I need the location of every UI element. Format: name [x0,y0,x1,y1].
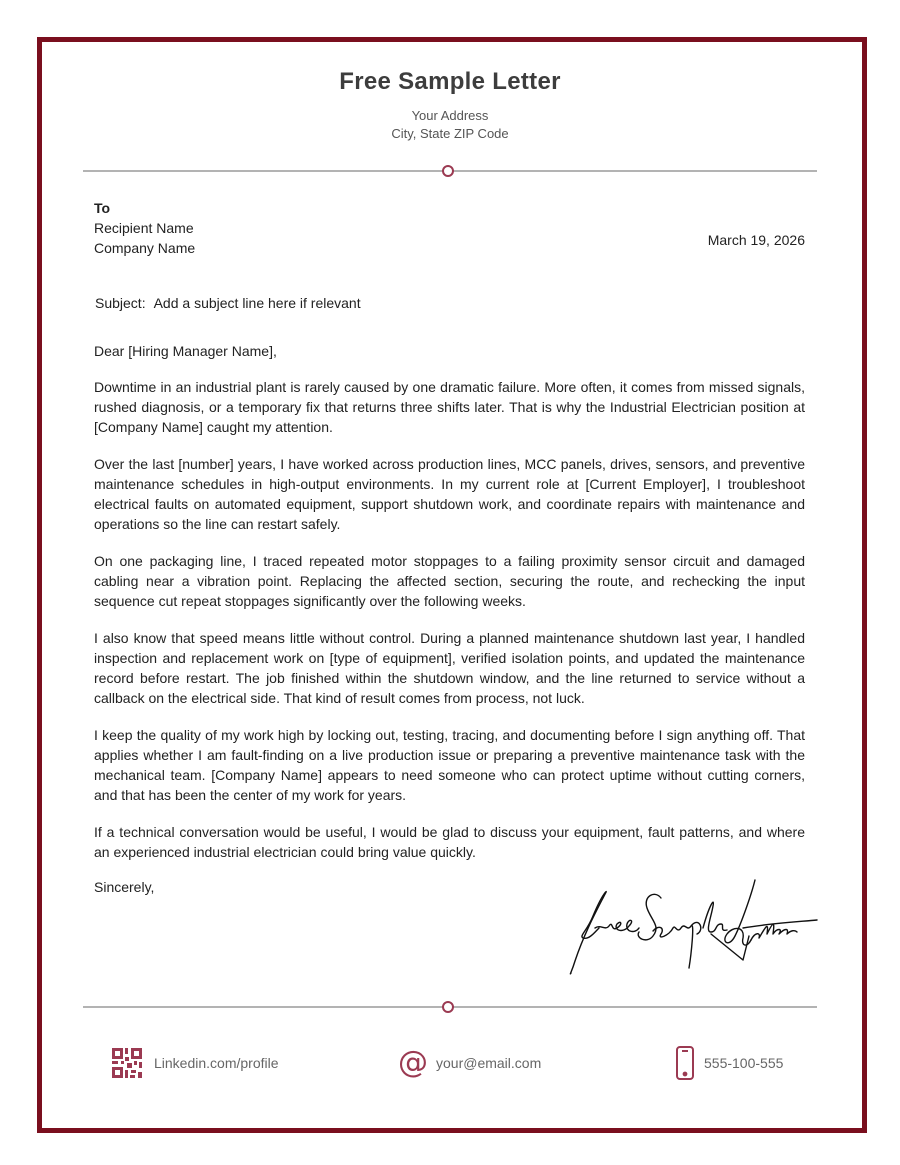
body-paragraph: If a technical conversation would be useful, I would be glad to discuss your equipment, fault patterns, and where an experienced industrial electrician could bring value quickly. [94,824,805,860]
footer-divider-dot [442,1001,454,1013]
recipient-block [94,198,195,258]
email-contact[interactable] [400,1046,541,1080]
body-paragraph: I keep the quality of my work high by locking out, testing, tracing, and documenting before I sign anything off. That applies whether I am fault-finding on a live production issue or preparing a preventive maintenance task with the mechanical team. [Company Name] appears to need someone who can protect uptime without cutting corners, and that has been the center of my work for years. [94,727,805,803]
body-paragraph: On one packaging line, I traced repeated motor stoppages to a failing proximity sensor circuit and damaged cabling near a vibration point. Replacing the affected section, securing the route, and rechecking the input sequence cut repeat stoppages significantly over the following weeks. [94,553,805,609]
phone-number[interactable]: 555-100-555 [704,1055,784,1071]
at-sign-icon: @ [398,1045,428,1080]
subject-line [95,295,361,311]
phone-contact[interactable] [674,1046,783,1080]
subject-text: Add a subject line here if relevant [153,295,361,311]
linkedin-contact[interactable] [110,1046,279,1080]
linkedin-url[interactable]: Linkedin.com/profile [154,1055,279,1071]
qr-code-icon [110,1046,144,1080]
closing: Sincerely, [94,879,155,895]
letter-body [94,341,805,879]
sender-address: Your Address [411,108,489,123]
to-label: To [94,200,111,216]
subject-label: Subject: [95,295,146,311]
sender-city-state-zip: City, State ZIP Code [391,126,509,141]
letter-date: March 19, 2026 [707,232,805,248]
recipient-company: Company Name [94,240,196,256]
letter-title: Free Sample Letter [339,68,561,95]
greeting: Dear [Hiring Manager Name], [94,343,277,359]
handwritten-signature [565,876,820,981]
mobile-phone-icon [674,1046,696,1080]
body-paragraph: Downtime in an industrial plant is rarely caused by one dramatic failure. More often, it comes from missed signals, rushed diagnosis, or a temporary fix that returns three shifts later. That is why the Industrial Electrician position at [Company Name] caught my attention. [94,379,805,435]
body-paragraph: Over the last [number] years, I have worked across production lines, MCC panels, drives, sensors, and preventive maintenance schedules in high-output environments. In my current role at [Current Employer], I troubleshoot electrical faults on automated equipment, support shutdown work, and coordinate repairs with maintenance and operations so the line can restart safely. [94,456,805,532]
email-address[interactable]: your@email.com [436,1055,542,1071]
body-paragraph: I also know that speed means little without control. During a planned maintenance shutdown last year, I handled inspection and replacement work on [type of equipment], verified isolation points, and updated the maintenance record before restart. The job finished within the shutdown window, and the line returned to service without a callback on the electrical side. That kind of result comes from process, not luck. [94,630,805,706]
recipient-name: Recipient Name [94,220,194,236]
header-divider-dot [442,165,454,177]
